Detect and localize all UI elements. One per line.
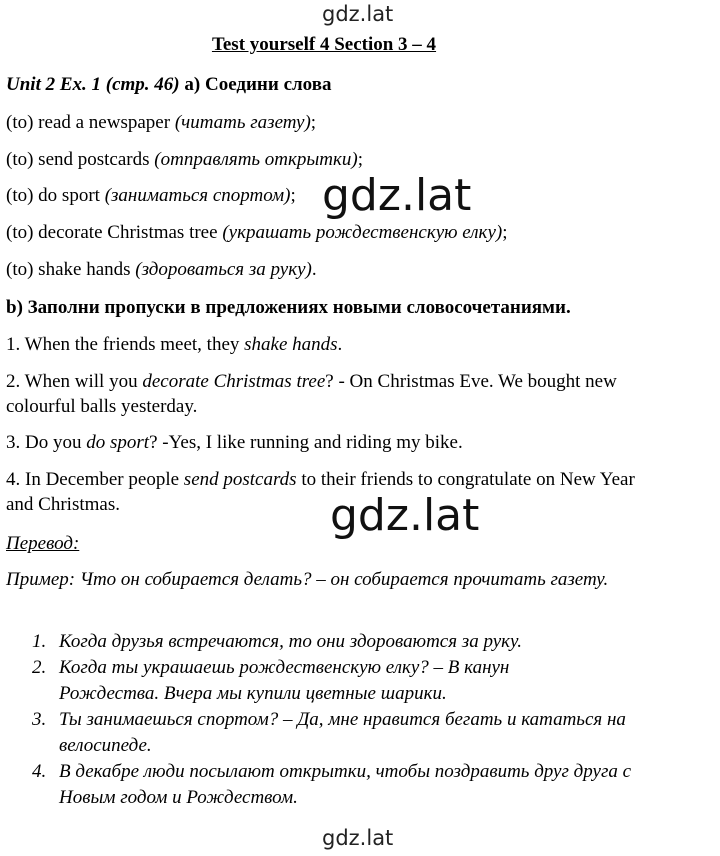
phrase-end: ; <box>310 112 317 133</box>
exercise-ref: Unit 2 Ex. 1 (стр. 46) <box>6 74 180 95</box>
phrase-ru: (заниматься спортом) <box>104 185 291 206</box>
sentence-text: . <box>337 334 343 355</box>
sentence-item <box>6 430 666 455</box>
sentence-text: ? - On Christmas Eve. We bought new colourful balls yesterday. <box>6 371 617 417</box>
translation-number: 1. <box>32 631 47 652</box>
phrase-end: ; <box>357 149 364 170</box>
sentence-fill: decorate Christmas tree <box>142 371 326 392</box>
watermark-middle: gdz.lat <box>330 490 480 541</box>
translation-number: 2. <box>32 657 47 678</box>
phrase-end: . <box>311 259 317 280</box>
translation-text: Когда друзья встречаются, то они здороваются за руку. <box>59 631 523 652</box>
phrase-item <box>6 220 507 245</box>
phrase-en: (to) send postcards <box>6 149 150 170</box>
phrase-en: (to) shake hands <box>6 259 131 280</box>
sentence-text: ? -Yes, I like running and riding my bike. <box>149 432 463 453</box>
translation-item <box>32 655 552 707</box>
phrase-end: ; <box>502 222 508 243</box>
task-b-label: b) Заполни пропуски в предложениях новыми словосочетаниями. <box>6 297 571 318</box>
sentence-fill: shake hands <box>244 334 338 355</box>
watermark-top: gdz.lat <box>322 2 394 26</box>
phrase-ru: (украшать рождественскую елку) <box>222 222 503 243</box>
translation-heading: Перевод: <box>6 533 80 554</box>
sentence-text: 4. In December people <box>6 469 184 490</box>
phrase-end: ; <box>290 185 296 206</box>
phrase-ru: (читать газету) <box>174 112 311 133</box>
phrase-item <box>6 183 296 208</box>
phrase-item <box>6 257 317 282</box>
phrase-en: (to) decorate Christmas tree <box>6 222 218 243</box>
translation-item <box>32 707 662 759</box>
sentence-item <box>6 332 666 357</box>
exercise-header <box>6 72 331 97</box>
sentence-text: 1. When the friends meet, they <box>6 334 245 355</box>
sentence-item <box>6 369 646 419</box>
translation-text: Ты занимаешься спортом? – Да, мне нравится бегать и кататься на велосипеде. <box>59 709 626 756</box>
page-title: Test yourself 4 Section 3 – 4 <box>211 34 437 55</box>
phrase-ru: (отправлять открытки) <box>154 149 358 170</box>
translation-number: 3. <box>32 709 47 730</box>
phrase-item <box>6 110 316 135</box>
translation-item <box>32 759 632 811</box>
sentence-fill: send postcards <box>183 469 297 490</box>
phrase-en: (to) do sport <box>6 185 100 206</box>
sentence-text: 2. When will you <box>6 371 143 392</box>
sentence-fill: do sport <box>86 432 150 453</box>
translation-text: В декабре люди посылают открытки, чтобы поздравить друг друга с Новым годом и Рождеством. <box>59 761 632 808</box>
watermark-middle: gdz.lat <box>322 170 472 221</box>
translation-item <box>32 629 672 655</box>
translation-number: 4. <box>32 761 47 782</box>
watermark-bottom: gdz.lat <box>322 826 394 850</box>
example-text: Пример: Что он собирается делать? – он собирается прочитать газету. <box>6 569 609 590</box>
sentence-text: 3. Do you <box>6 432 87 453</box>
sentence-text: to their friends to congratulate on New Year and Christmas. <box>6 469 635 515</box>
phrase-item <box>6 147 363 172</box>
phrase-en: (to) read a newspaper <box>6 112 171 133</box>
task-a-label: a) Соедини слова <box>184 74 332 95</box>
translation-text: Когда ты украшаешь рождественскую елку? – В канун Рождества. Вчера мы купили цветные шарики. <box>59 657 510 704</box>
phrase-ru: (здороваться за руку) <box>135 259 312 280</box>
